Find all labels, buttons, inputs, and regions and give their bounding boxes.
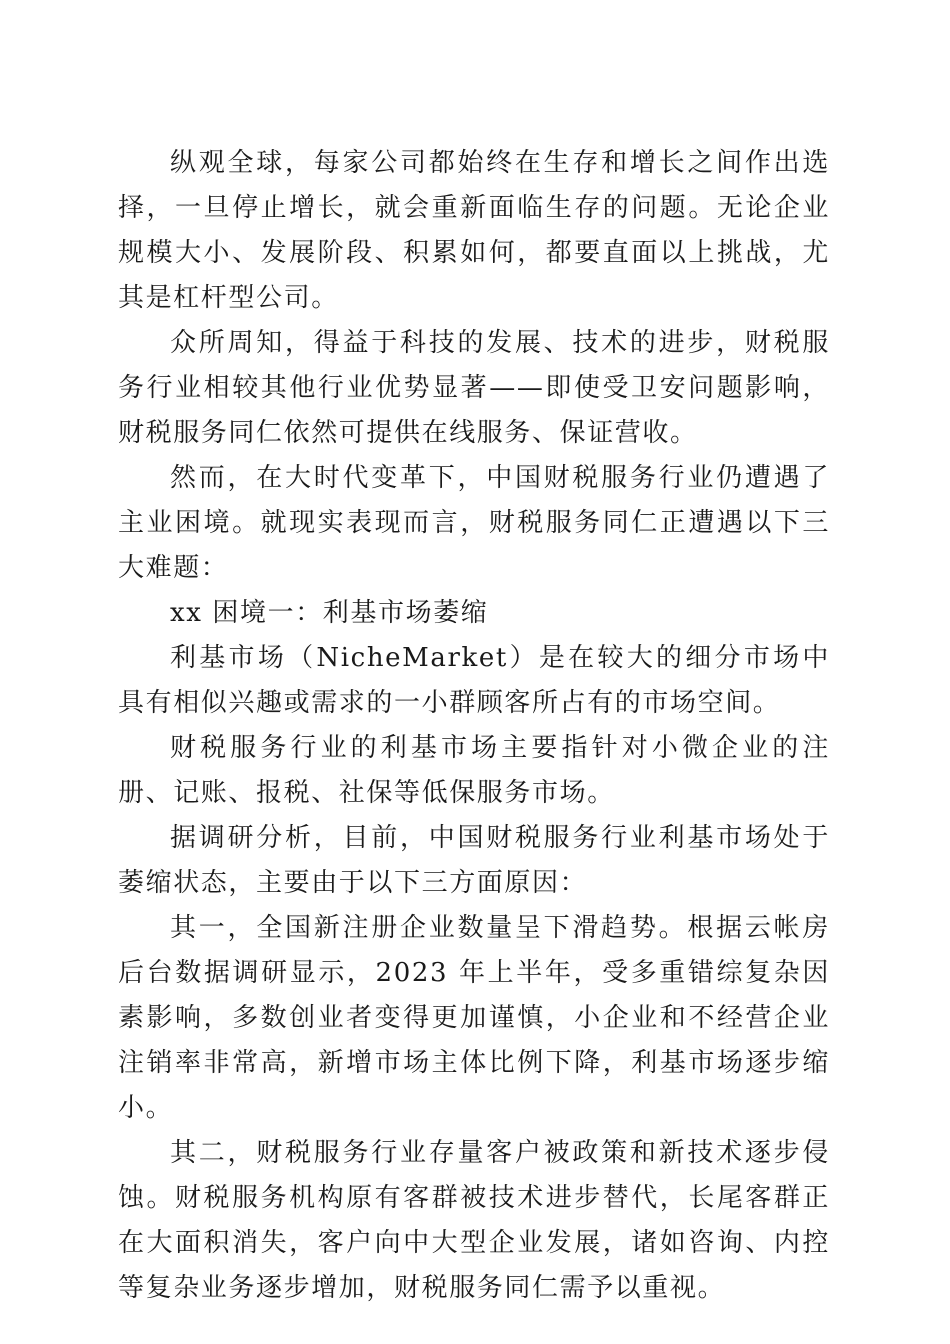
paragraph-industry-advantage: 众所周知，得益于科技的发展、技术的进步，财税服务行业相较其他行业优势显著——即使受卫安问题影响，财税服务同仁依然可提供在线服务、保证营收。 [118, 328, 830, 448]
document-body [118, 141, 830, 1311]
paragraph-niche-market-scope: 财税服务行业的利基市场主要指针对小微企业的注册、记账、报税、社保等低保服务市场。 [118, 733, 830, 808]
paragraph-reason-one: 其一，全国新注册企业数量呈下滑趋势。根据云帐房后台数据调研显示，2023 年上半年，受多重错综复杂因素影响，多数创业者变得更加谨慎，小企业和不经营企业注销率非常高，新增市场主体比例下降，利基市场逐步缩小。 [118, 913, 830, 1123]
paragraph-niche-market-definition: 利基市场（NicheMarket）是在较大的细分市场中具有相似兴趣或需求的一小群顾客所占有的市场空间。 [118, 643, 830, 718]
paragraph-reason-two: 其二，财税服务行业存量客户被政策和新技术逐步侵蚀。财税服务机构原有客群被技术进步替代，长尾客群正在大面积消失，客户向中大型企业发展，诸如咨询、内控等复杂业务逐步增加，财税服务同仁需予以重视。 [118, 1138, 830, 1303]
section-heading-dilemma-one: xx 困境一：利基市场萎缩 [170, 598, 489, 628]
paragraph-global-view: 纵观全球，每家公司都始终在生存和增长之间作出选择，一旦停止增长，就会重新面临生存的问题。无论企业规模大小、发展阶段、积累如何，都要直面以上挑战，尤其是杠杆型公司。 [118, 148, 830, 313]
paragraph-shrinking-reasons: 据调研分析，目前，中国财税服务行业利基市场处于萎缩状态，主要由于以下三方面原因： [118, 823, 830, 898]
paragraph-industry-dilemma: 然而，在大时代变革下，中国财税服务行业仍遭遇了主业困境。就现实表现而言，财税服务同仁正遭遇以下三大难题： [118, 463, 830, 583]
